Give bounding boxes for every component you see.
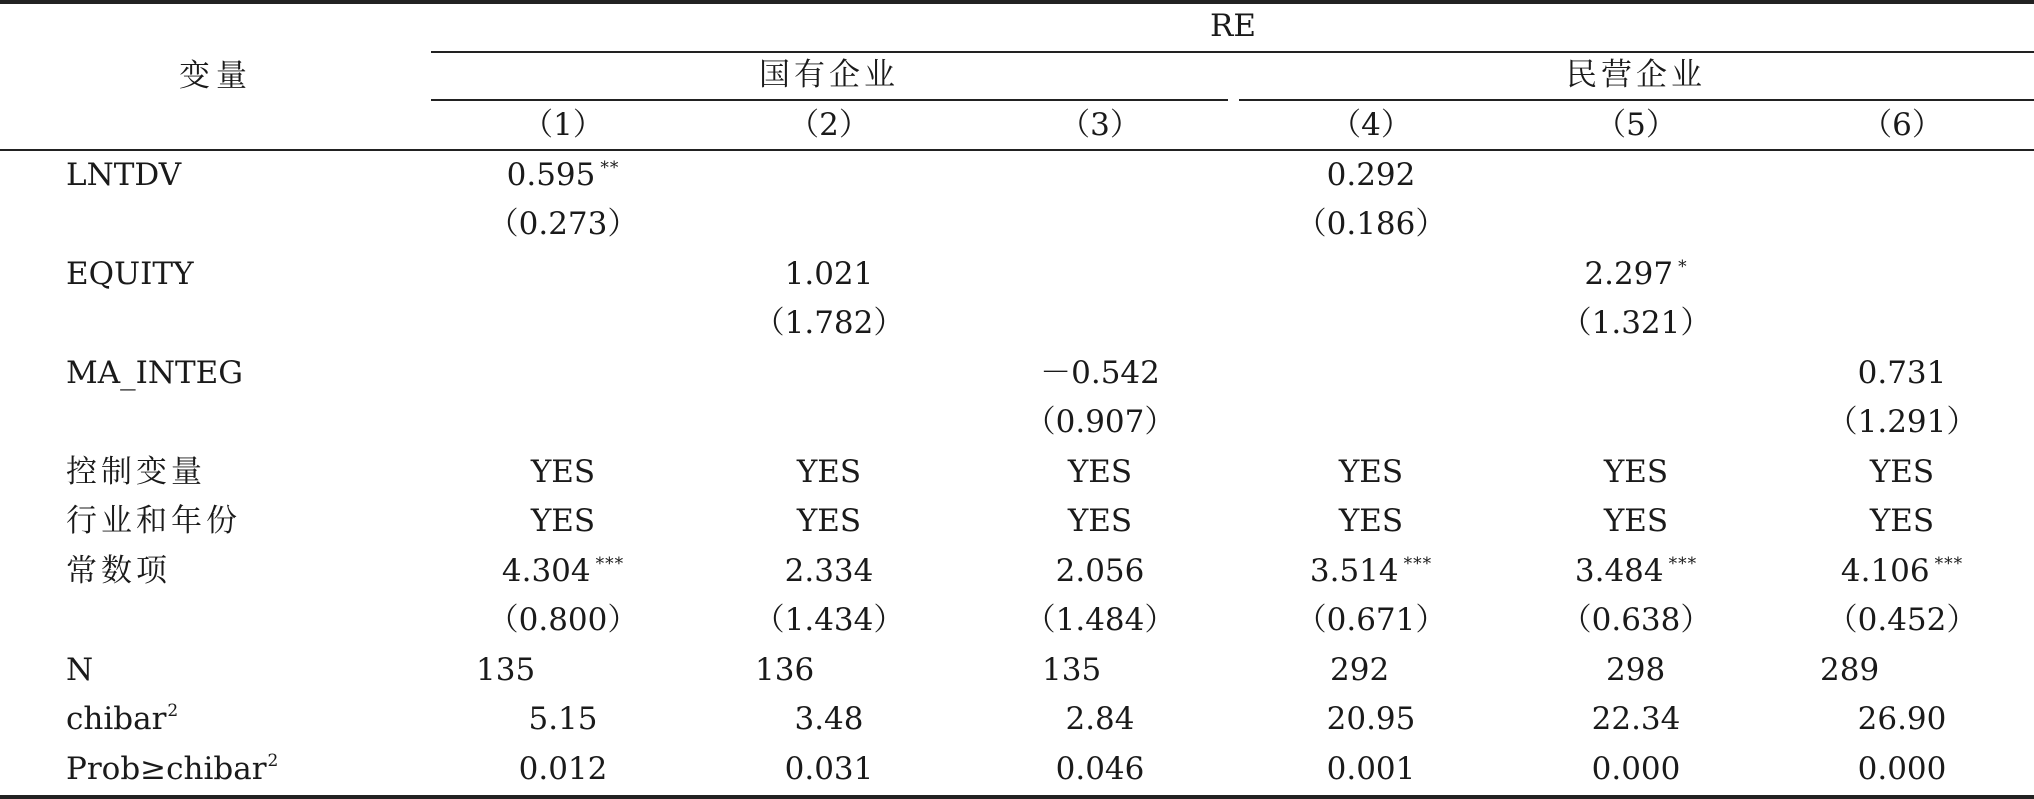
coefficient-cell [785,254,874,294]
row-label [66,254,194,294]
standard-error-cell: （0.800） [487,602,639,638]
row-label-text: 行业和年份 [66,503,241,539]
value-cell: 298 [1606,652,1666,688]
value-cell: 135 [476,652,536,688]
column-header: （3） [1059,107,1141,143]
value-cell: 0.000 [1591,751,1681,787]
row-label-text: Prob≥chibar [66,751,267,787]
coefficient-value: 1.021 [784,256,874,292]
coefficient-cell [1575,551,1697,596]
row-label-text: 常数项 [66,553,171,589]
column-header: （4） [1330,107,1412,143]
value-cell: YES [796,454,862,490]
coefficient-value: 2.056 [1055,553,1145,589]
soe-underline [431,99,1228,101]
value-cell: 0.000 [1857,751,1947,787]
standard-error-cell: （0.186） [1295,206,1447,242]
coefficient-cell [1310,551,1432,596]
coefficient-cell [1040,353,1160,393]
value-cell: 0.046 [1055,751,1145,787]
significance-stars: * [1678,257,1688,277]
coefficient-cell [1327,155,1416,195]
coefficient-value: 0.595 [506,157,596,193]
row-label [66,650,93,690]
value-cell: 289 [1820,652,1880,688]
coefficient-cell [1056,551,1145,591]
significance-stars: *** [595,554,625,574]
standard-error-cell: （0.452） [1826,602,1978,638]
row-label [66,155,181,195]
column-header: （6） [1861,107,1943,143]
superscript-2: 2 [267,751,279,771]
significance-stars: *** [1403,554,1433,574]
value-cell: YES [1338,454,1404,490]
value-cell: YES [1603,503,1669,539]
value-cell: 0.001 [1326,751,1416,787]
row-label [66,699,178,744]
standard-error-cell: （1.321） [1560,305,1712,341]
column-header: （1） [522,107,604,143]
value-cell: 2.84 [1065,701,1135,737]
value-cell: 292 [1330,652,1390,688]
value-cell: YES [530,503,596,539]
column-header: （5） [1595,107,1677,143]
row-label-text: chibar [66,701,167,737]
column-header: （2） [788,107,870,143]
row-label-text: EQUITY [66,256,194,292]
row-label [66,353,243,393]
coefficient-value: 3.514 [1309,553,1399,589]
coefficient-cell [1841,551,1963,596]
value-cell: YES [1603,454,1669,490]
variable-header: 变量 [179,58,253,94]
value-cell: 3.48 [794,701,864,737]
group-header-poe: 民营企业 [1566,57,1706,93]
value-cell: YES [1067,503,1133,539]
coefficient-value: 0.292 [1326,157,1416,193]
row-label [66,551,171,591]
standard-error-cell: （0.907） [1024,404,1176,440]
standard-error-cell: （0.671） [1295,602,1447,638]
row-label-text: MA_INTEG [66,355,244,391]
row-label-text: N [66,652,94,688]
superscript-2: 2 [167,701,179,721]
coefficient-value: 2.334 [784,553,874,589]
coefficient-cell [502,551,624,596]
value-cell: 5.15 [528,701,598,737]
standard-error-cell: （1.484） [1024,602,1176,638]
value-cell: YES [1067,454,1133,490]
value-cell: 26.90 [1857,701,1947,737]
group-header-soe: 国有企业 [759,57,899,93]
header-rule [0,149,2034,151]
standard-error-cell: （1.782） [753,305,905,341]
coefficient-value: 3.484 [1574,553,1664,589]
value-cell: 22.34 [1591,701,1681,737]
coefficient-value: 2.297 [1584,256,1674,292]
model-header: RE [1210,8,1256,44]
re-underline [431,51,2034,53]
coefficient-value: 4.304 [501,553,591,589]
row-label-text: LNTDV [66,157,182,193]
standard-error-cell: （0.638） [1560,602,1712,638]
value-cell: 135 [1042,652,1102,688]
significance-stars: *** [1668,554,1698,574]
bottom-rule [0,795,2034,799]
coefficient-cell [1584,254,1687,299]
significance-stars: *** [1934,554,1964,574]
value-cell: 20.95 [1326,701,1416,737]
coefficient-cell [507,155,620,200]
row-label-text: 控制变量 [66,454,206,490]
row-label [66,452,206,492]
top-rule [0,0,2034,4]
significance-stars: ** [600,158,620,178]
standard-error-cell: （0.273） [487,206,639,242]
value-cell: 0.031 [784,751,874,787]
row-label [66,749,278,794]
row-label [66,501,241,541]
coefficient-value: 0.731 [1857,355,1947,391]
value-cell: 136 [755,652,815,688]
standard-error-cell: （1.291） [1826,404,1978,440]
value-cell: YES [796,503,862,539]
coefficient-value: －0.542 [1040,355,1160,391]
poe-underline [1239,99,2034,101]
coefficient-cell [785,551,874,591]
value-cell: YES [1869,454,1935,490]
value-cell: YES [1869,503,1935,539]
coefficient-cell [1858,353,1947,393]
value-cell: 0.012 [518,751,608,787]
value-cell: YES [1338,503,1404,539]
value-cell: YES [530,454,596,490]
coefficient-value: 4.106 [1840,553,1930,589]
standard-error-cell: （1.434） [753,602,905,638]
